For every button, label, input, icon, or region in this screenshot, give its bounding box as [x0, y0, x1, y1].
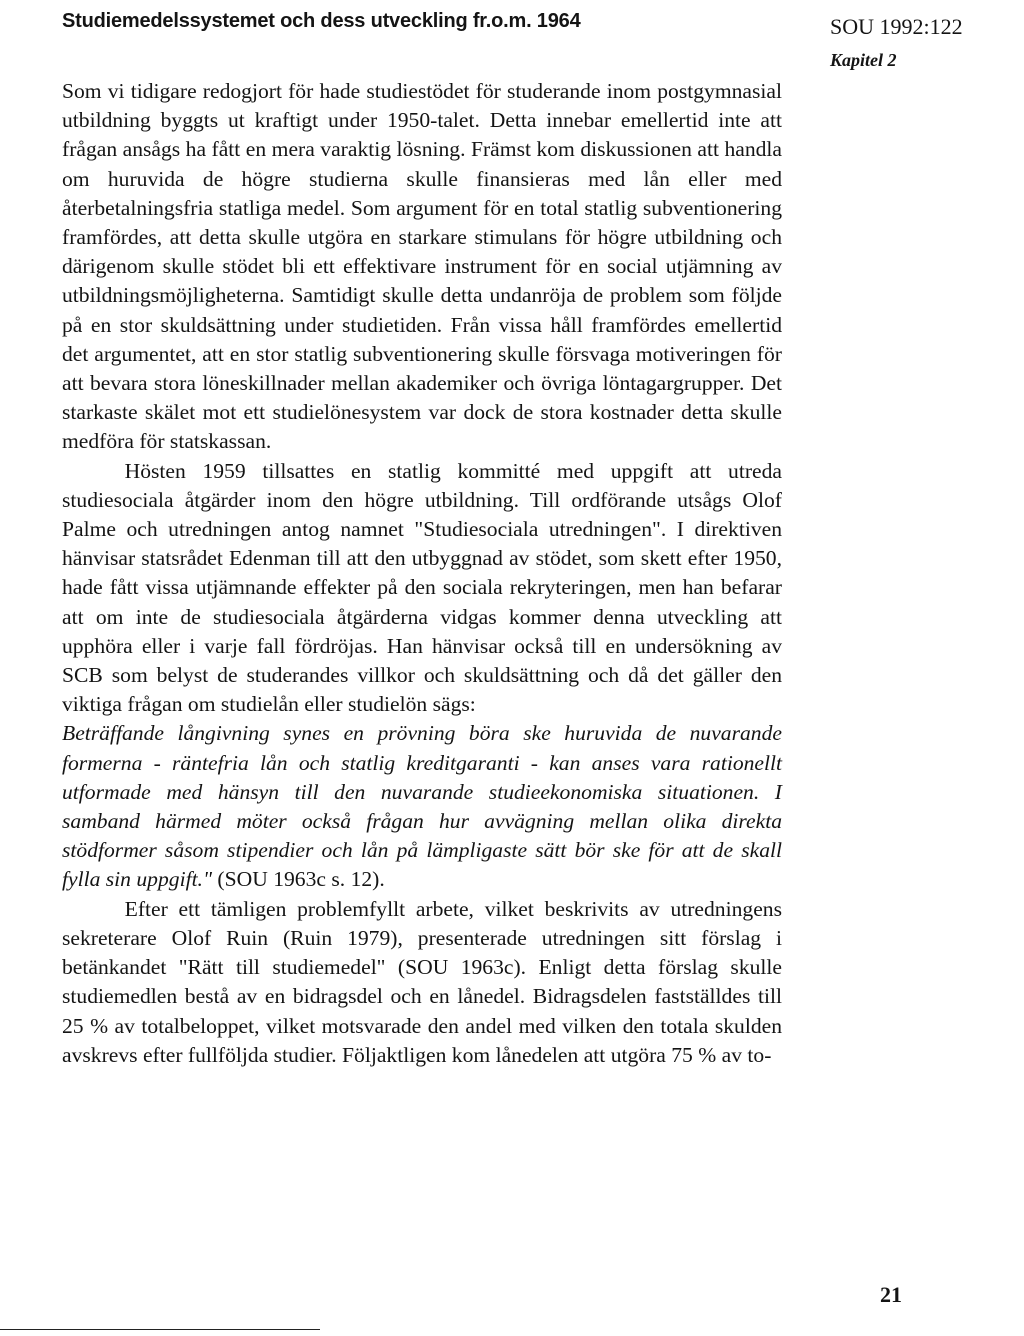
paragraph-1: Som vi tidigare redogjort för hade studiestödet för studerande inom postgymnasial utbildning byggts ut kraftigt under 1950-talet. Detta innebar emellertid inte att frågan ansågs ha fått en mera varaktig lösning. Främst kom diskussionen att handla om huruvida de högre studierna skulle finansieras med lån eller med återbetalningsfria statliga medel. Som argument för en total statlig subventionering framfördes, att detta skulle utgöra en starkare stimulans för högre utbildning och därigenom skulle stödet bli ett effektivare instrument för en social utjämning av utbildningsmöjligheterna. Samtidigt skulle detta undanröja de problem som följde på en stor skuldsättning under studietiden. Från vissa håll framfördes emellertid det argumentet, att en stor statlig subventionering skulle försvaga motiveringen för att bevara stora löneskillnader mellan akademiker och övriga löntagargrupper. Det starkaste skälet mot ett studielönesystem var dock de stora kostnader detta skulle medföra för statskassan.	[62, 79, 782, 454]
series-number: SOU 1992:122	[830, 14, 963, 39]
quote-text: Beträffande långivning synes en prövning böra ske huruvida de nuvarande formerna - räntefria lån och statlig kreditgaranti - kan anses vara rationellt utformade med hänsyn till den nuvarande studieekonomiska situationen. I samband härmed möter också frågan hur avvägning mellan olika direkta stödformer såsom stipendier och lån på lämpligaste sätt bör ske för att de skall fylla sin uppgift."	[62, 721, 782, 892]
chapter-label: Kapitel 2	[830, 50, 897, 70]
paragraph-2: Hösten 1959 tillsattes en statlig kommitté med uppgift att utreda studiesociala åtgärder inom den högre utbildning. Till ordförande utsågs Olof Palme och utredningen antog namnet "Studiesociala utredningen". I direktiven hänvisar statsrådet Edenman till att den utbyggnad av stödet, som skett efter 1950, hade fått vissa utjämnande effekter på den sociala rekryteringen, men han befarar att om inte de studiesociala åtgärderna vidgas kommer denna utveckling att upphöra eller i varje fall fördröjas. Han hänvisar också till en undersökning av SCB som belyst de studerandes villkor och skuldsättning och då det gäller den viktiga frågan om studielån eller studielön sägs:	[62, 458, 782, 717]
body-text	[62, 77, 782, 1070]
page-number: 21	[880, 1282, 902, 1307]
block-quote	[62, 719, 782, 894]
running-title: Studiemedelssystemet och dess utveckling fr.o.m. 1964	[62, 10, 581, 32]
footer-rule	[0, 1329, 320, 1330]
quote-citation: (SOU 1963c s. 12).	[212, 867, 385, 892]
paragraph-3: Efter ett tämligen problemfyllt arbete, vilket beskrivits av utredningens sekreterare Olof Ruin (Ruin 1979), presenterade utredningen sitt förslag i betänkandet "Rätt till studiemedel" (SOU 1963c). Enligt detta förslag skulle studiemedlen bestå av en bidragsdel och en lånedel. Bidragsdelen fastställdes till 25 % av totalbeloppet, vilket motsvarade den andel med vilken den totala skulden avskrevs efter fullföljda studier. Följaktligen kom lånedelen att utgöra 75 % av to-	[62, 896, 782, 1067]
